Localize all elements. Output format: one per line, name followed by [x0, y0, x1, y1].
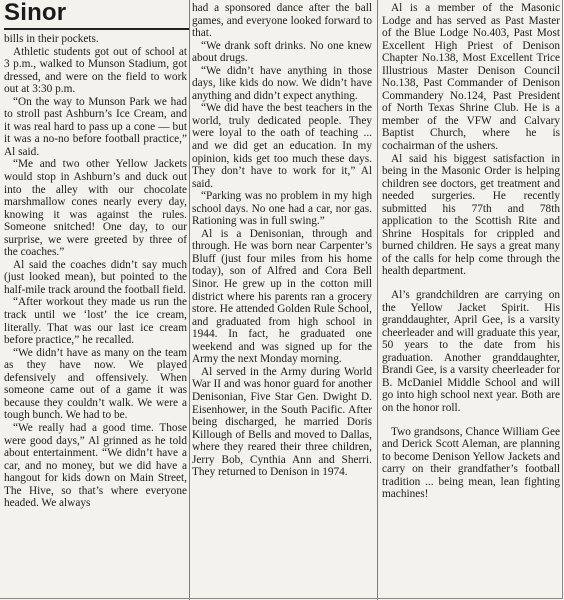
- section-header: [4, 0, 189, 30]
- article-paragraph: bills in their pockets.: [4, 33, 99, 45]
- article-paragraph: “We did have the best teachers in the world, truly dedicated people. They were loyal to the oath of teaching ... and we did get an education. In my opinion, kids get too much these days. They don’t have to work for it,” Al said.: [192, 102, 372, 190]
- column-rule: [189, 0, 190, 600]
- article-paragraph: “We really had a good time. Those were good days,” Al grinned as he told about entertainment. “We didn’t have a car, and no money, but we did have a hangout for kids down on Main Street, The Hive, so that’s where everyone headed. We always: [4, 421, 187, 510]
- article-paragraph: “We didn’t have as many on the team as they have now. We played defensively and offensively. When someone came out of a game it was because they couldn’t walk. We were a tough bunch. We had to be.: [4, 346, 187, 422]
- article-paragraph: “Parking was no problem in my high school days. No one had a car, nor gas. Rationing was in full swing.”: [192, 190, 372, 228]
- article-column-3: [382, 2, 560, 598]
- article-paragraph: “On the way to Munson Park we had to stroll past Ashburn’s Ice Cream, and it was real hard to pass up a cone — but it was a no-no before football practice,” Al said.: [4, 95, 187, 158]
- article-paragraph: Athletic students got out of school at 3 p.m., walked to Munson Stadium, got dressed, and were on the field to work out at 3:30 p.m.: [4, 45, 187, 96]
- article-paragraph: Al is a Denisonian, through and through. He was born near Carpenter’s Bluff (just four miles from his home today), son of Alfred and Cora Bell Sinor. He grew up in the cotton mill district where his parents ran a grocery store. He attended Golden Rule School, and graduated from high school in 1944. In fact, he graduated one weekend and was signed up for the Army the next Monday morning.: [192, 227, 372, 366]
- article-paragraph: “After workout they made us run the track until we ‘lost’ the ice cream, literally. That was our last ice cream before practice,” he recalled.: [4, 296, 187, 347]
- column-rule: [377, 0, 378, 600]
- article-paragraph: Al said the coaches didn’t say much (just looked mean), but pointed to the half-mile track around the football field.: [4, 258, 187, 296]
- article-column-2: [192, 2, 372, 598]
- article-paragraph: Al is a member of the Masonic Lodge and has served as Past Master of the Blue Lodge No.403, Past Most Excellent High Priest of Denison Chapter No.138, Most Excellent Trice Illustrious Master Denison Council No.138, Past Commander of Denison Commandery No.124, Past President of North Texas Shrine Club. He is a member of the VFW and Calvary Baptist Church, where he is cochairman of the ushers.: [382, 2, 560, 153]
- article-column-1: [4, 33, 187, 598]
- article-paragraph: “We drank soft drinks. No one knew about drugs.: [192, 39, 372, 65]
- article-paragraph: Al said his biggest satisfaction in being in the Masonic Order is helping children see doctors, get treatment and needed surgeries. He recently submitted his 77th and 78th application to the Scottish Rite and Shrine Hospitals for crippled and burned children. He says a great many of the calls for help come through the health department.: [382, 152, 560, 278]
- article-paragraph: had a sponsored dance after the ball games, and everyone looked forward to that.: [192, 2, 372, 40]
- article-paragraph: Al’s grandchildren are carrying on the Yellow Jacket Spirit. His granddaughter, April Gee, is a varsity cheerleader and will graduate this year, 50 years to the date from his graduation. Another granddaughter, Brandi Gee, is a varsity cheerleader for B. McDaniel Middle School and will go into high school next year. Both are on the honor roll.: [382, 289, 560, 414]
- article-paragraph: Two grandsons, Chance William Gee and Derick Scott Aleman, are planning to become Denison Yellow Jackets and carry on their grandfather’s football tradition ... being mean, lean fighting machines!: [382, 425, 560, 501]
- article-paragraph: “Me and two other Yellow Jackets would stop in Ashburn’s and duck out into the alley with our chocolate marshmallow cones nearly every day, knowing it was against the rules. Someone snitched! One day, to our surprise, we were greeted by three of the coaches.”: [4, 158, 187, 259]
- page-title: Sinor: [4, 0, 67, 26]
- article-paragraph: “We didn’t have anything in those days, like kids do now. We didn’t have anything and didn’t expect anything.: [192, 64, 372, 102]
- article-paragraph: Al served in the Army during World War II and was honor guard for another Denisonian, Five Star Gen. Dwight D. Eisenhower, in the South Pacific. After being discharged, he married Doris Killough of Bells and moved to Dallas, where they reared their three children, Jerry Bob, Cynthia Ann and Sherri. They returned to Denison in 1974.: [192, 365, 372, 479]
